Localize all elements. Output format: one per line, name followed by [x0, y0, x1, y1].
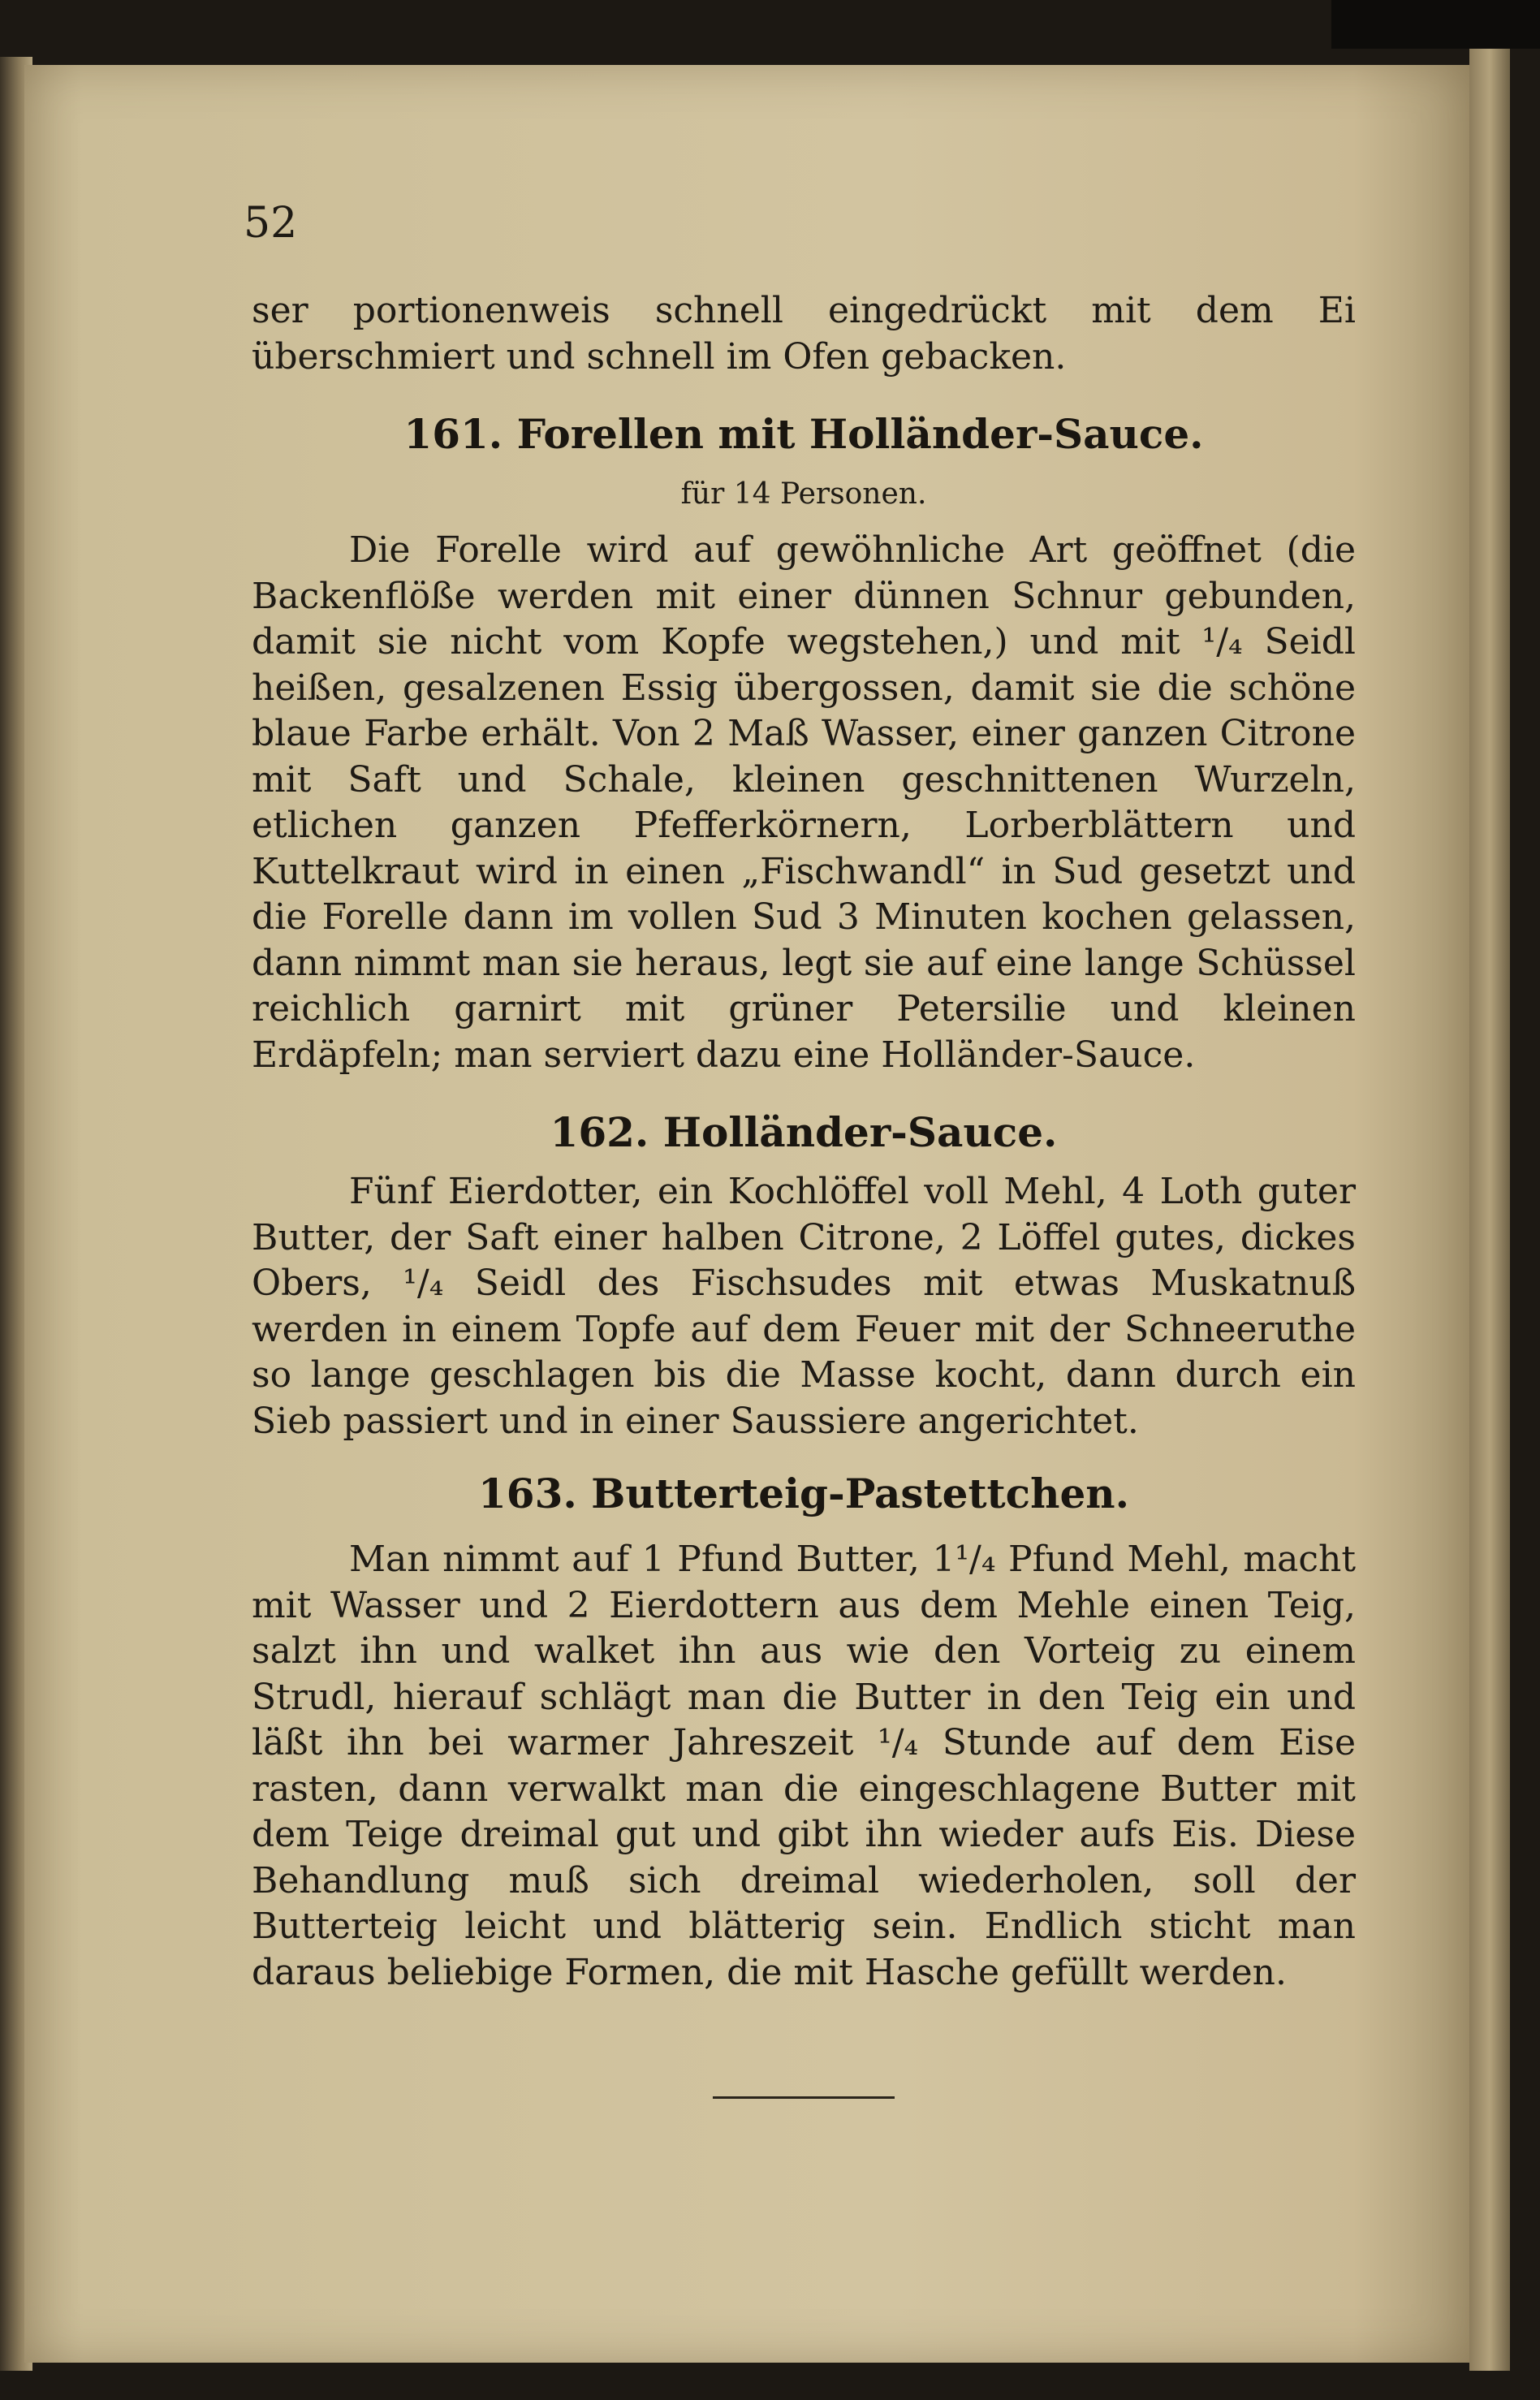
page-number: 52 [244, 199, 298, 248]
recipe-subtitle-161: für 14 Personen. [680, 477, 927, 511]
end-rule-divider [713, 2096, 895, 2099]
scan-corner-shadow [1331, 0, 1540, 49]
recipe-body-161: Die Forelle wird auf gewöhnliche Art geöffnet (die Backenflöße werden mit einer dünnen Schnur gebunden, damit sie nicht vom Kopfe wegstehen,) und mit ¹/₄ Seidl heißen, gesalzenen Essig übergossen, damit sie die schöne blaue Farbe erhält. Von 2 Maß Wasser, einer ganzen Citrone mit Saft und Schale, kleinen geschnittenen Wurzeln, etlichen ganzen Pfefferkörnern, Lorberblättern und Kuttelkraut wird in einen „Fischwandl“ in Sud gesetzt und die Forelle dann im vollen Sud 3 Minuten kochen gelassen, dann nimmt man sie heraus, legt sie auf eine lange Schüssel reichlich garnirt mit grüner Petersilie und kleinen Erdäpfeln; man serviert dazu eine Holländer-Sauce. [252, 529, 1356, 1076]
continuation-paragraph: ser portionenweis schnell eingedrückt mit dem Ei überschmiert und schnell im Ofen gebacken. [252, 290, 1356, 378]
recipe-title-163: 163. Butterteig-Pastettchen. [477, 1470, 1130, 1517]
recipe-title-161: 161. Forellen mit Holländer-Sauce. [403, 410, 1204, 458]
recipe-body-163: Man nimmt auf 1 Pfund Butter, 1¹/₄ Pfund Mehl, macht mit Wasser und 2 Eierdottern aus dem Mehle einen Teig, salzt ihn und walket ihn aus wie den Vorteig zu einem Strudl, hierauf schlägt man die Butter in den Teig ein und läßt ihn bei warmer Jahreszeit ¹/₄ Stunde auf dem Eise rasten, dann verwalkt man die eingeschlagene Butter mit dem Teige dreimal gut und gibt ihn wieder aufs Eis. Diese Behandlung muß sich dreimal wiederholen, soll der Butterteig leicht und blätterig sein. Endlich sticht man daraus beliebige Formen, die mit Hasche gefüllt werden. [252, 1539, 1356, 1993]
recipe-title-162: 162. Holländer-Sauce. [550, 1108, 1058, 1156]
page-fore-edge [1469, 49, 1510, 2371]
recipe-body-162: Fünf Eierdotter, ein Kochlöffel voll Mehl, 4 Loth guter Butter, der Saft einer halben Citrone, 2 Löffel gutes, dickes Obers, ¹/₄ Seidl des Fischsudes mit etwas Muskatnuß werden in einem Topfe auf dem Feuer mit der Schneeruthe so lange geschlagen bis die Masse kocht, dann durch ein Sieb passiert und in einer Saussiere angerichtet. [252, 1171, 1356, 1442]
